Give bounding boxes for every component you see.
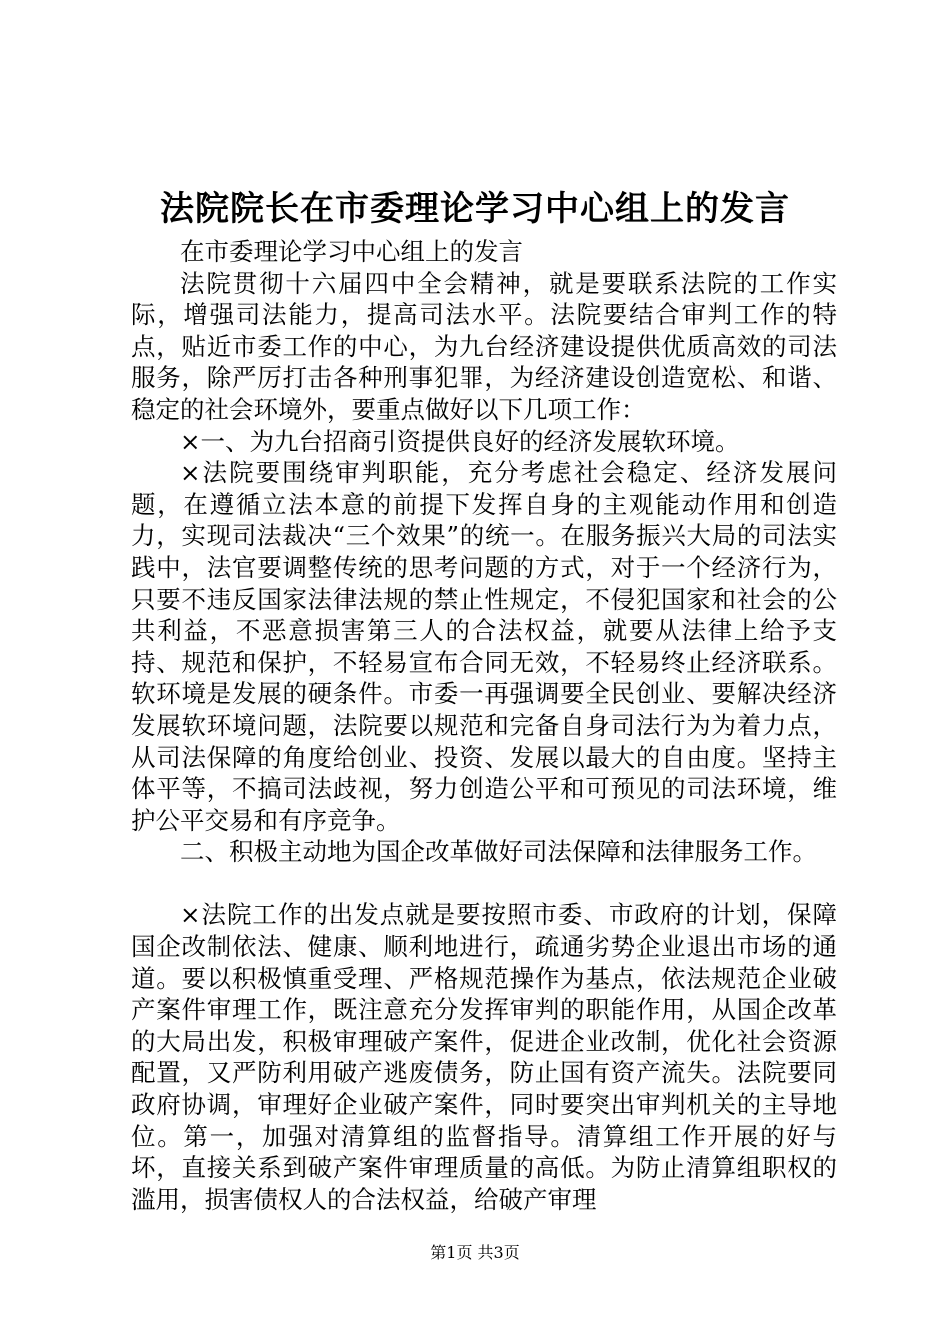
paragraph-section-two-body: ×法院工作的出发点就是要按照市委、市政府的计划，保障国企改制依法、健康、顺利地进行，疏通劣势企业退出市场的通道。要以积极慎重受理、严格规范操作为基点，依法规范企业破产案件审理工作，既注意充分发挥审判的职能作用，从国企改革的大局出发，积极审理破产案件，促进企业改制，优化社会资源配置，又严防利用破产逃废债务，防止国有资产流失。法院要同政府协调，审理好企业破产案件，同时要突出审判机关的主导地位。第一，加强对清算组的监督指导。清算组工作开展的好与坏，直接关系到破产案件审理质量的高低。为防止清算组职权的滥用，损害债权人的合法权益，给破产审理 xyxy=(131,900,837,1214)
paragraph-section-one-body: ×法院要围绕审判职能，充分考虑社会稳定、经济发展问题，在遵循立法本意的前提下发挥自身的主观能动作用和创造力，实现司法裁决“三个效果”的统一。在服务振兴大局的司法实践中，法官要调整传统的思考问题的方式，对于一个经济行为，只要不违反国家法律法规的禁止性规定，不侵犯国家和社会的公共利益，不恶意损害第三人的合法权益，就要从法律上给予支持、规范和保护，不轻易宣布合同无效，不轻易终止经济联系。软环境是发展的硬条件。市委一再强调要全民创业、要解决经济发展软环境问题，法院要以规范和完备自身司法行为为着力点，从司法保障的角度给创业、投资、发展以最大的自由度。坚持主体平等，不搞司法歧视，努力创造公平和可预见的司法环境，维护公平交易和有序竞争。 xyxy=(131,458,837,835)
page-footer: 第1页 共3页 xyxy=(430,1243,520,1262)
paragraph-subtitle: 在市委理论学习中心组上的发言 xyxy=(180,237,523,266)
paragraph-intro: 法院贯彻十六届四中全会精神，就是要联系法院的工作实际，增强司法能力，提高司法水平。法院要结合审判工作的特点，贴近市委工作的中心，为九台经济建设提供优质高效的司法服务，除严厉打击各种刑事犯罪，为经济建设创造宽松、和谐、稳定的社会环境外，要重点做好以下几项工作： xyxy=(131,268,837,424)
document-title: 法院院长在市委理论学习中心组上的发言 xyxy=(160,189,790,229)
paragraph-section-one-heading: ×一、为九台招商引资提供良好的经济发展软环境。 xyxy=(180,426,740,456)
document-body xyxy=(131,236,837,1215)
paragraph-section-two-heading: 二、积极主动地为国企改革做好司法保障和法律服务工作。 xyxy=(180,837,817,867)
blank-line xyxy=(131,868,837,900)
